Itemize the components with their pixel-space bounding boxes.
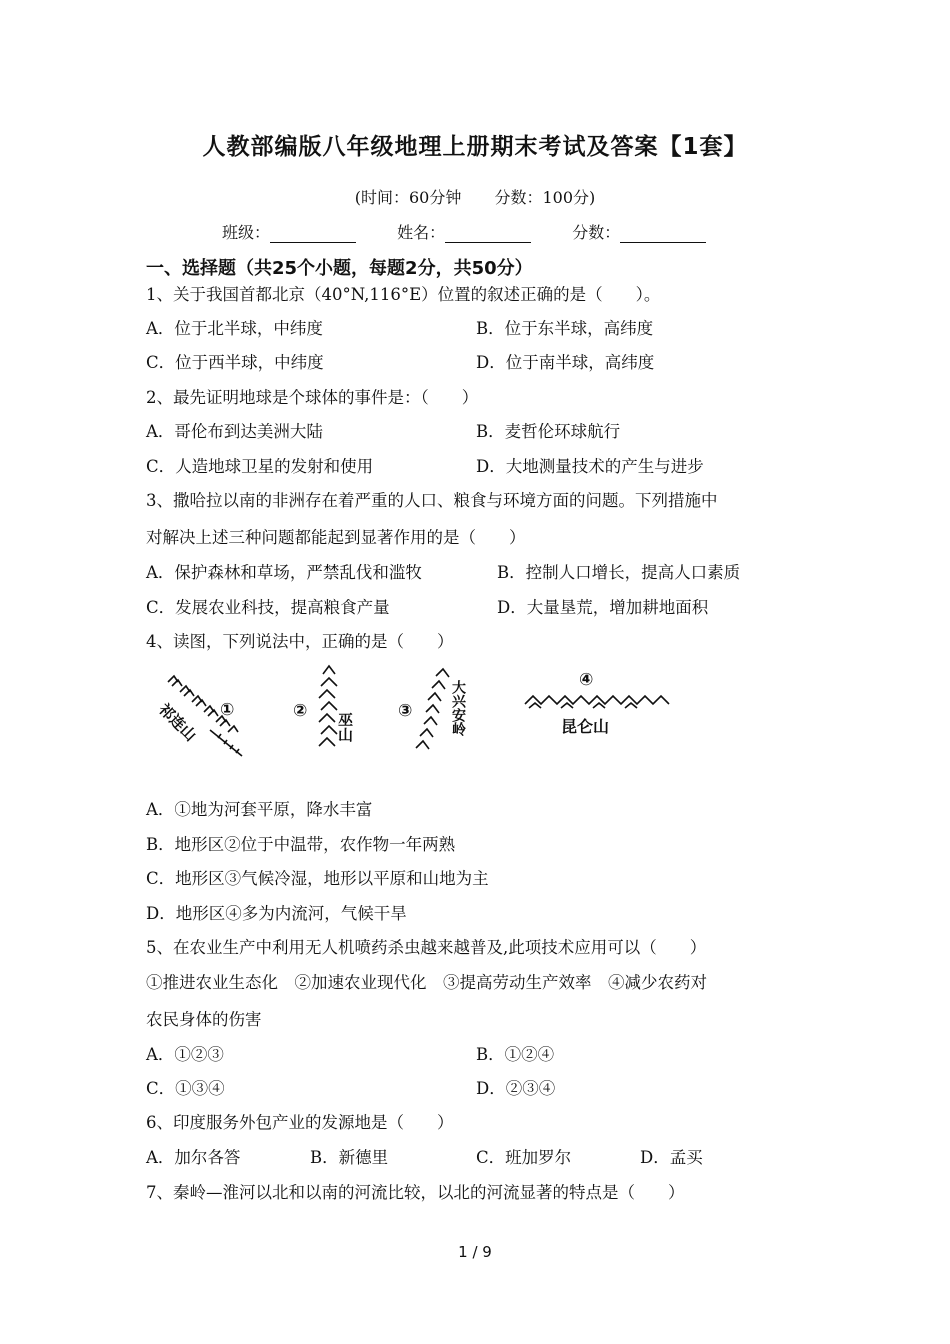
q4-option-d: D．地形区④多为内流河，气候干旱 <box>146 904 407 923</box>
score-field <box>572 220 706 243</box>
q1-option-d: D．位于南半球，高纬度 <box>476 353 655 372</box>
q2-option-a: A．哥伦布到达美洲大陆 <box>146 422 323 441</box>
mountain-2-label: 巫山 <box>336 712 354 742</box>
mountain-2-number: ② <box>293 701 308 721</box>
q6-option-d: D．孟买 <box>640 1148 703 1167</box>
class-field <box>222 220 356 243</box>
mountain-4-number: ④ <box>579 670 594 690</box>
exam-meta <box>0 185 950 208</box>
q5-option-a: A．①②③ <box>146 1045 224 1064</box>
q6-option-b: B．新德里 <box>310 1148 389 1167</box>
q5-option-c: C．①③④ <box>146 1079 225 1098</box>
q4-stem: 4、读图，下列说法中，正确的是（ ） <box>146 632 454 651</box>
name-blank[interactable] <box>445 226 531 243</box>
page-number: 1 / 9 <box>458 1243 492 1261</box>
mountain-2-wushan <box>293 666 354 746</box>
mountain-ranges-figure <box>150 660 670 770</box>
q7-stem: 7、秦岭—淮河以北和以南的河流比较，以北的河流显著的特点是（ ） <box>146 1183 685 1202</box>
name-label: 姓名： <box>397 223 446 242</box>
q4-option-c: C．地形区③气候冷湿，地形以平原和山地为主 <box>146 869 489 888</box>
score-label: 分数： <box>572 223 621 242</box>
q5-option-d: D．②③④ <box>476 1079 556 1098</box>
q3-option-d: D．大量垦荒，增加耕地面积 <box>497 598 709 617</box>
mountain-3-label: 大兴安岭 <box>450 680 466 736</box>
total-score: 分数：100分) <box>494 188 596 207</box>
q1-option-a: A．位于北半球，中纬度 <box>146 319 323 338</box>
q4-option-b: B．地形区②位于中温带，农作物一年两熟 <box>146 835 456 854</box>
q4-option-a: A．①地为河套平原，降水丰富 <box>146 800 373 819</box>
q3-option-b: B．控制人口增长，提高人口素质 <box>497 563 741 582</box>
exam-title: 人教部编版八年级地理上册期末考试及答案【1套】 <box>202 134 748 160</box>
q2-stem: 2、最先证明地球是个球体的事件是：（ ） <box>146 388 479 407</box>
q1-option-c: C．位于西半球，中纬度 <box>146 353 324 372</box>
q5-stem: 5、在农业生产中利用无人机喷药杀虫越来越普及,此项技术应用可以（ ） <box>146 938 707 957</box>
q3-stem-line1: 3、撒哈拉以南的非洲存在着严重的人口、粮食与环境方面的问题。下列措施中 <box>146 491 718 510</box>
mountain-3-number: ③ <box>398 701 413 721</box>
section-heading: 一、选择题（共25个小题，每题2分，共50分） <box>146 258 533 279</box>
time-limit: (时间：60分钟 <box>354 188 462 207</box>
mountain-4-label: 昆仑山 <box>561 717 610 736</box>
mountain-4-kunlun <box>525 670 669 736</box>
q5-statements-line2: 农民身体的伤害 <box>146 1010 262 1029</box>
mountain-1-qilian <box>155 676 242 756</box>
q1-stem: 1、关于我国首都北京（40°N,116°E）位置的叙述正确的是（ ）。 <box>146 285 661 304</box>
mountain-1-label: 祁连山 <box>155 700 200 745</box>
q5-statements-line1: ①推进农业生态化 ②加速农业现代化 ③提高劳动生产效率 ④减少农药对 <box>146 973 707 992</box>
q2-option-b: B．麦哲伦环球航行 <box>476 422 621 441</box>
q6-option-a: A．加尔各答 <box>146 1148 241 1167</box>
q5-option-b: B．①②④ <box>476 1045 555 1064</box>
name-field <box>397 220 531 243</box>
q3-option-c: C．发展农业科技，提高粮食产量 <box>146 598 390 617</box>
q1-option-b: B．位于东半球，高纬度 <box>476 319 654 338</box>
q2-option-c: C．人造地球卫星的发射和使用 <box>146 457 374 476</box>
q3-option-a: A．保护森林和草场，严禁乱伐和滥牧 <box>146 563 422 582</box>
class-label: 班级： <box>222 223 271 242</box>
score-blank[interactable] <box>620 226 706 243</box>
mountain-3-daxinganling <box>398 669 466 749</box>
mountain-1-number: ① <box>220 700 235 720</box>
q6-stem: 6、印度服务外包产业的发源地是（ ） <box>146 1113 454 1132</box>
q3-stem-line2: 对解决上述三种问题都能起到显著作用的是（ ） <box>146 528 526 547</box>
student-info-fields <box>222 220 742 243</box>
q2-option-d: D．大地测量技术的产生与进步 <box>476 457 704 476</box>
q6-option-c: C．班加罗尔 <box>476 1148 572 1167</box>
class-blank[interactable] <box>270 226 356 243</box>
